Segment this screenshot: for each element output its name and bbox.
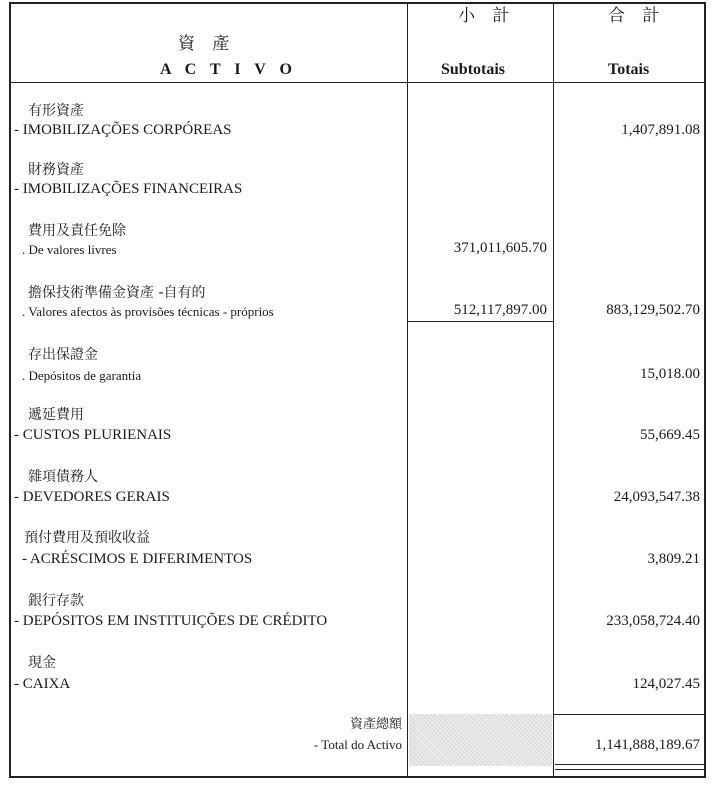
balance-sheet-frame xyxy=(9,2,706,778)
row-total: 124,027.45 xyxy=(632,676,700,692)
row-total: 24,093,547.38 xyxy=(613,489,700,505)
row-label-zh: 預付費用及預收收益 xyxy=(24,530,150,546)
total-subtotal-shading xyxy=(409,714,552,766)
row-label-zh: 財務資產 xyxy=(28,162,84,178)
row-total: 15,018.00 xyxy=(640,366,700,382)
row-label-zh: 現金 xyxy=(28,655,56,671)
row-label-zh: 費用及責任免除 xyxy=(28,223,126,239)
row-label-zh: 雜項債務人 xyxy=(28,469,98,485)
header-total-zh: 合 計 xyxy=(608,6,666,26)
row-label-pt: - ACRÉSCIMOS E DIFERIMENTOS xyxy=(22,551,253,567)
column-divider-total xyxy=(553,2,554,778)
row-label-zh: 擔保技術準備金資產 -自有的 xyxy=(28,285,206,301)
row-label-pt: . De valores livres xyxy=(22,242,117,257)
row-total: 233,058,724.40 xyxy=(606,613,700,629)
row-total: 1,407,891.08 xyxy=(621,122,700,138)
header-subtotal-pt: Subtotais xyxy=(441,61,506,78)
total-underline-2 xyxy=(555,769,706,770)
row-total: 883,129,502.70 xyxy=(606,302,700,318)
row-label-zh: 遞延費用 xyxy=(28,407,84,423)
total-label-zh: 資產總額 xyxy=(349,717,402,732)
subtotal-underline xyxy=(407,321,553,322)
row-total: 3,809.21 xyxy=(647,551,700,567)
row-label-pt: - IMOBILIZAÇÕES CORPÓREAS xyxy=(14,122,232,138)
row-label-pt: - DEVEDORES GERAIS xyxy=(14,489,170,505)
header-subtotal-zh: 小 計 xyxy=(458,6,516,26)
grand-total: 1,141,888,189.67 xyxy=(595,737,700,753)
header-title-zh: 資 產 xyxy=(178,34,236,54)
row-label-zh: 存出保證金 xyxy=(28,347,98,363)
header-title-pt: A C T I V O xyxy=(160,61,297,78)
header-total-pt: Totais xyxy=(608,61,650,78)
row-label-pt: . Depósitos de garantia xyxy=(22,368,142,383)
row-label-pt: - DEPÓSITOS EM INSTITUIÇÕES DE CRÉDITO xyxy=(14,613,328,629)
row-total: 55,669.45 xyxy=(640,427,700,443)
total-underline-1 xyxy=(555,764,706,765)
row-subtotal: 512,117,897.00 xyxy=(453,302,547,318)
row-label-zh: 銀行存款 xyxy=(28,593,84,609)
total-top-rule xyxy=(553,714,706,715)
row-label-pt: - IMOBILIZAÇÕES FINANCEIRAS xyxy=(14,181,243,197)
header-rule xyxy=(9,82,706,83)
row-subtotal: 371,011,605.70 xyxy=(453,240,547,256)
row-label-pt: - CUSTOS PLURIENAIS xyxy=(14,427,172,443)
total-label-pt: - Total do Activo xyxy=(313,737,402,752)
column-divider-subtotal xyxy=(407,2,408,778)
row-label-zh: 有形資產 xyxy=(28,103,84,119)
row-label-pt: - CAIXA xyxy=(14,676,71,692)
row-label-pt: . Valores afectos às provisões técnicas - próprios xyxy=(22,304,274,319)
